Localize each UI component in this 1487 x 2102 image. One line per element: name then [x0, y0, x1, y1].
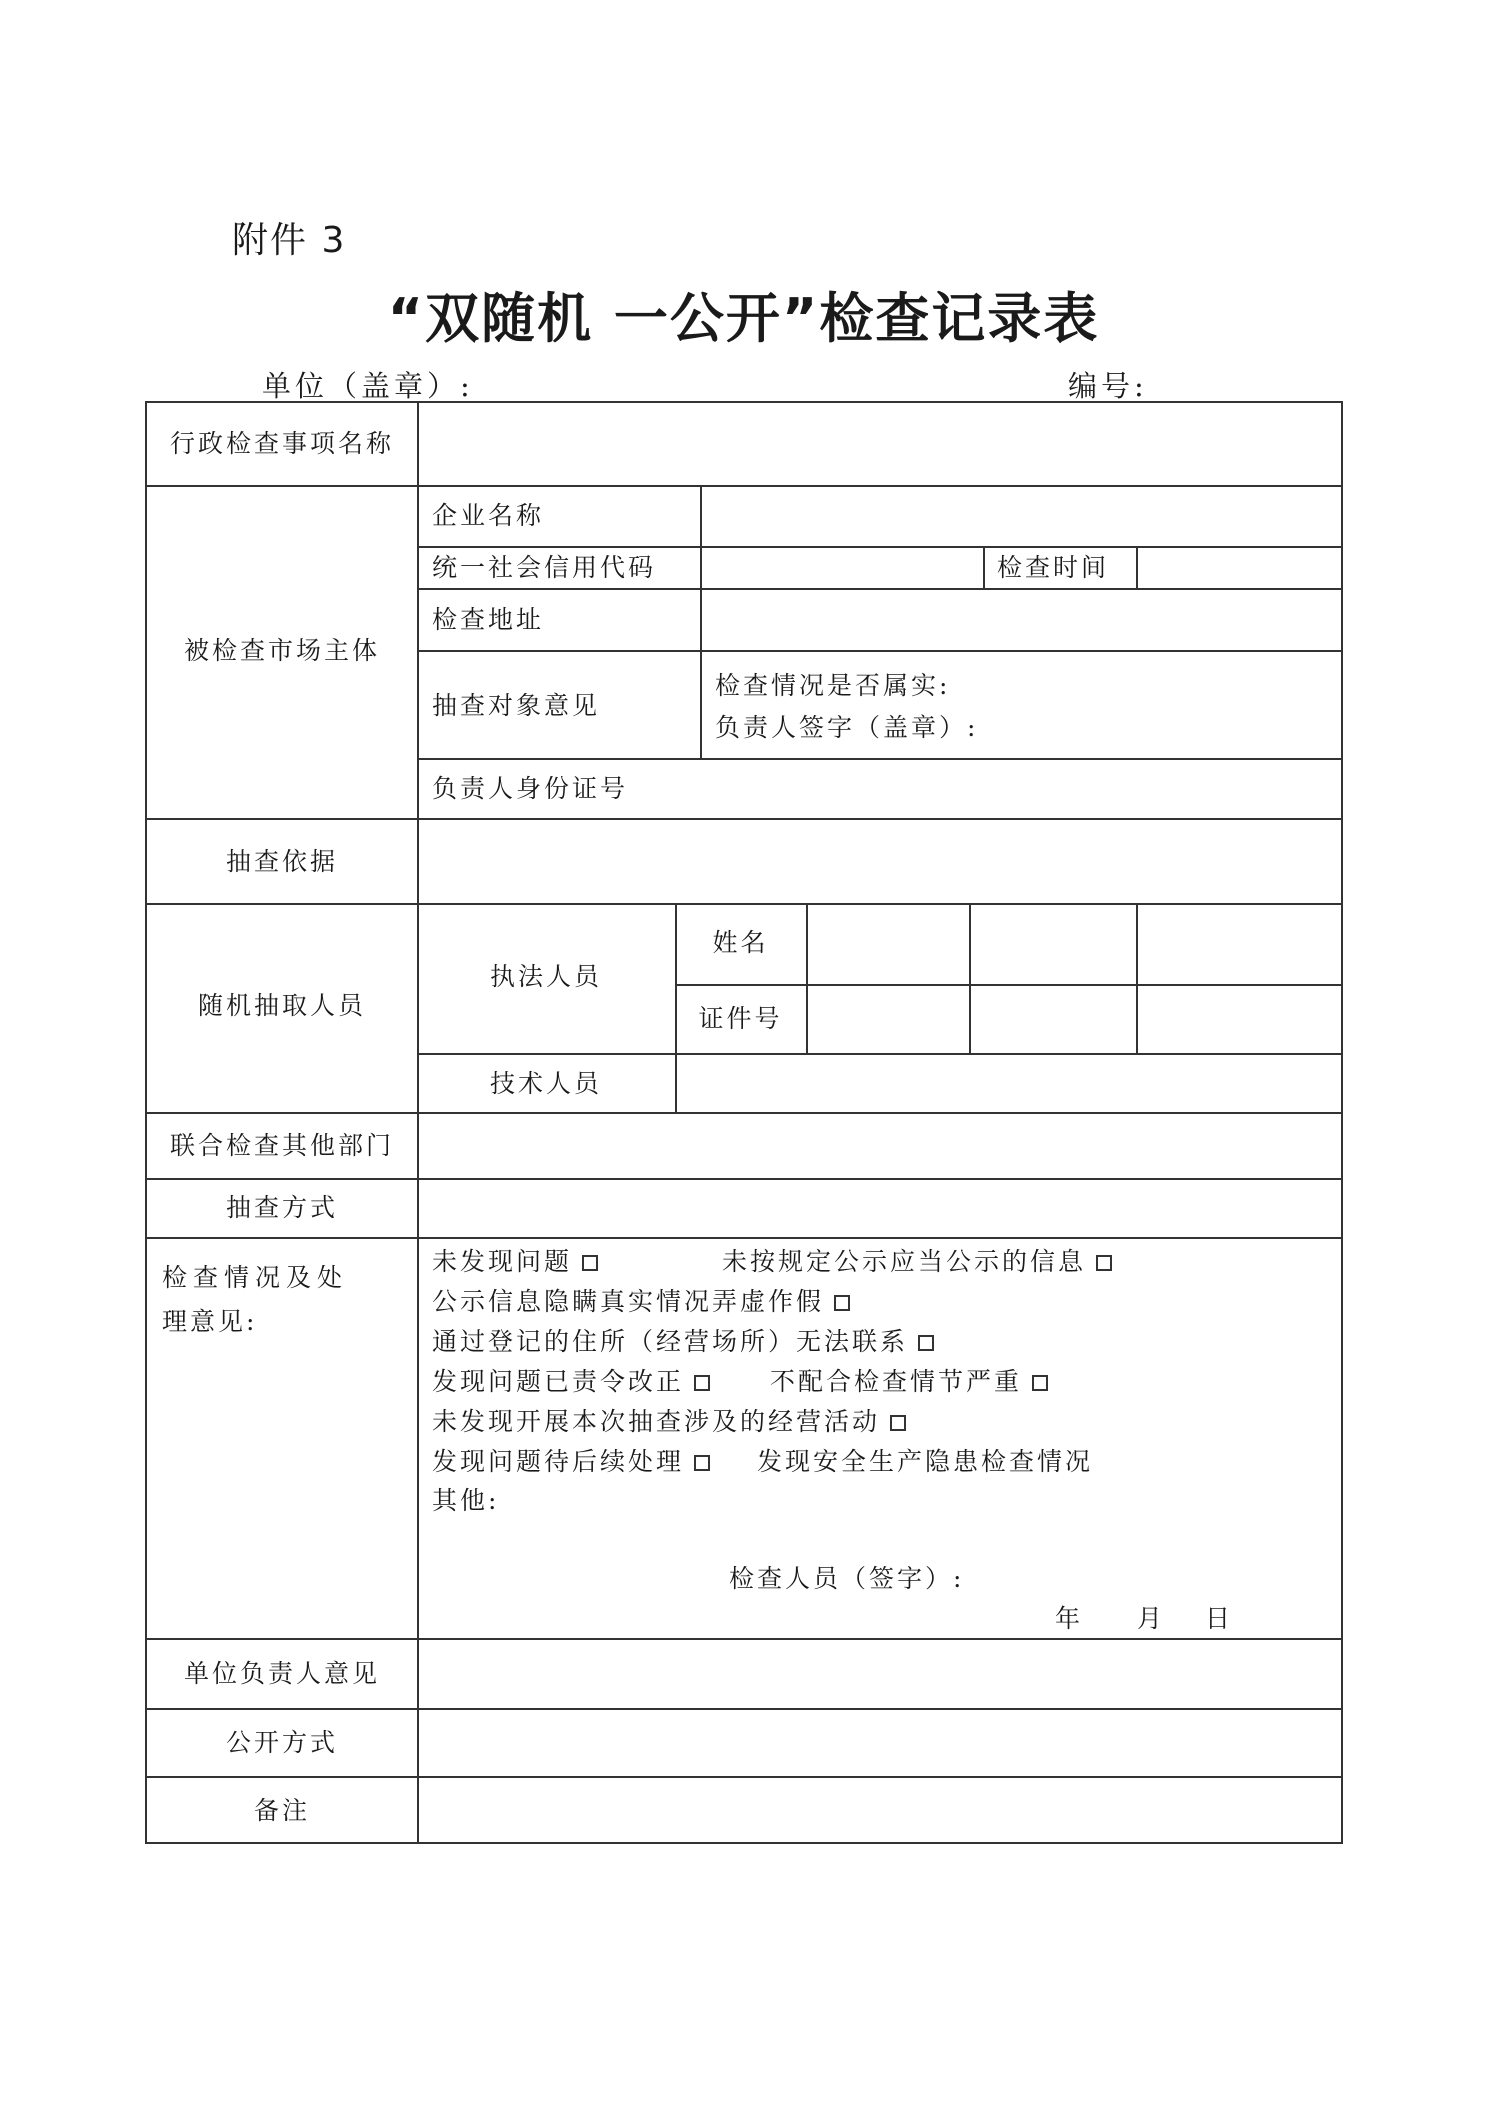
row-divider	[147, 1112, 1343, 1114]
option-no-problem[interactable]: 未发现问题	[432, 1249, 598, 1274]
random-staff-label: 随机抽取人员	[197, 991, 366, 1020]
option-not-disclosed[interactable]: 未按规定公示应当公示的信息	[722, 1249, 1112, 1274]
date-day-label: 日	[1205, 1604, 1234, 1633]
row-divider	[147, 903, 1343, 905]
opinion-signature-label: 负责人签字（盖章）:	[715, 713, 979, 742]
row-divider	[417, 650, 1343, 652]
row-divider	[417, 1053, 1343, 1055]
inspection-basis-label: 抽查依据	[225, 847, 338, 876]
date-month-label: 月	[1137, 1604, 1166, 1633]
inspection-method-label: 抽查方式	[225, 1193, 338, 1222]
unit-seal-label: 单位（盖章）:	[262, 369, 474, 403]
checkbox-icon[interactable]	[918, 1335, 934, 1351]
checkbox-icon[interactable]	[1032, 1375, 1048, 1391]
option-followup[interactable]: 发现问题待后续处理	[432, 1449, 710, 1474]
inspected-subject-label: 被检查市场主体	[183, 636, 380, 665]
checkbox-icon[interactable]	[890, 1415, 906, 1431]
inspection-record-table	[145, 401, 1343, 1844]
row-divider	[147, 818, 1343, 820]
row-divider	[147, 1708, 1343, 1710]
row-divider	[417, 588, 1343, 590]
disclosure-method-label: 公开方式	[225, 1728, 338, 1757]
checkbox-icon[interactable]	[694, 1375, 710, 1391]
option-no-activity[interactable]: 未发现开展本次抽查涉及的经营活动	[432, 1409, 906, 1434]
row-divider	[147, 1776, 1343, 1778]
subject-opinion-label: 抽查对象意见	[432, 691, 601, 720]
enforcement-officer-label: 执法人员	[489, 962, 602, 991]
option-unreachable[interactable]: 通过登记的住所（经营场所）无法联系	[432, 1329, 934, 1354]
row-divider	[417, 546, 1343, 548]
row-divider	[147, 1178, 1343, 1180]
checkbox-icon[interactable]	[694, 1455, 710, 1471]
column-divider	[983, 546, 985, 588]
inspector-signature-label: 检查人员（签字）:	[729, 1564, 965, 1593]
technical-staff-label: 技术人员	[489, 1069, 602, 1098]
column-divider	[969, 903, 971, 1053]
officer-name-label: 姓名	[712, 928, 769, 957]
remarks-label: 备注	[253, 1796, 310, 1825]
other-label: 其他:	[432, 1486, 500, 1515]
row-divider	[417, 758, 1343, 760]
leader-opinion-label: 单位负责人意见	[183, 1659, 380, 1688]
credit-code-label: 统一社会信用代码	[432, 553, 657, 582]
option-false-info[interactable]: 公示信息隐瞒真实情况弄虚作假	[432, 1289, 850, 1314]
column-divider	[417, 403, 419, 1842]
document-title: “双随机 一公开”检查记录表	[387, 287, 1100, 350]
column-divider	[700, 485, 702, 758]
result-label-line2: 理意见:	[162, 1307, 258, 1336]
inspection-address-label: 检查地址	[432, 605, 545, 634]
row-divider	[147, 1237, 1343, 1239]
id-number-label: 负责人身份证号	[432, 774, 629, 803]
attachment-label: 附件 3	[232, 220, 347, 261]
admin-item-name-label: 行政检查事项名称	[169, 429, 394, 458]
option-safety-hazard: 发现安全生产隐患检查情况	[757, 1447, 1094, 1476]
joint-departments-label: 联合检查其他部门	[169, 1131, 394, 1160]
checkbox-icon[interactable]	[582, 1255, 598, 1271]
certificate-number-label: 证件号	[698, 1004, 783, 1033]
column-divider	[1136, 903, 1138, 1053]
company-name-label: 企业名称	[432, 501, 545, 530]
option-corrected[interactable]: 发现问题已责令改正	[432, 1369, 710, 1394]
checkbox-icon[interactable]	[834, 1295, 850, 1311]
serial-number-label: 编号:	[1068, 369, 1148, 403]
date-year-label: 年	[1055, 1604, 1084, 1633]
column-divider	[806, 903, 808, 1053]
inspection-time-label: 检查时间	[997, 553, 1110, 582]
row-divider	[675, 984, 1343, 986]
option-uncooperative[interactable]: 不配合检查情节严重	[770, 1369, 1048, 1394]
row-divider	[147, 1638, 1343, 1640]
opinion-truth-question: 检查情况是否属实:	[715, 671, 951, 700]
column-divider	[1136, 546, 1138, 588]
row-divider	[147, 485, 1343, 487]
checkbox-icon[interactable]	[1096, 1255, 1112, 1271]
result-label-line1: 检查情况及处	[162, 1263, 349, 1292]
